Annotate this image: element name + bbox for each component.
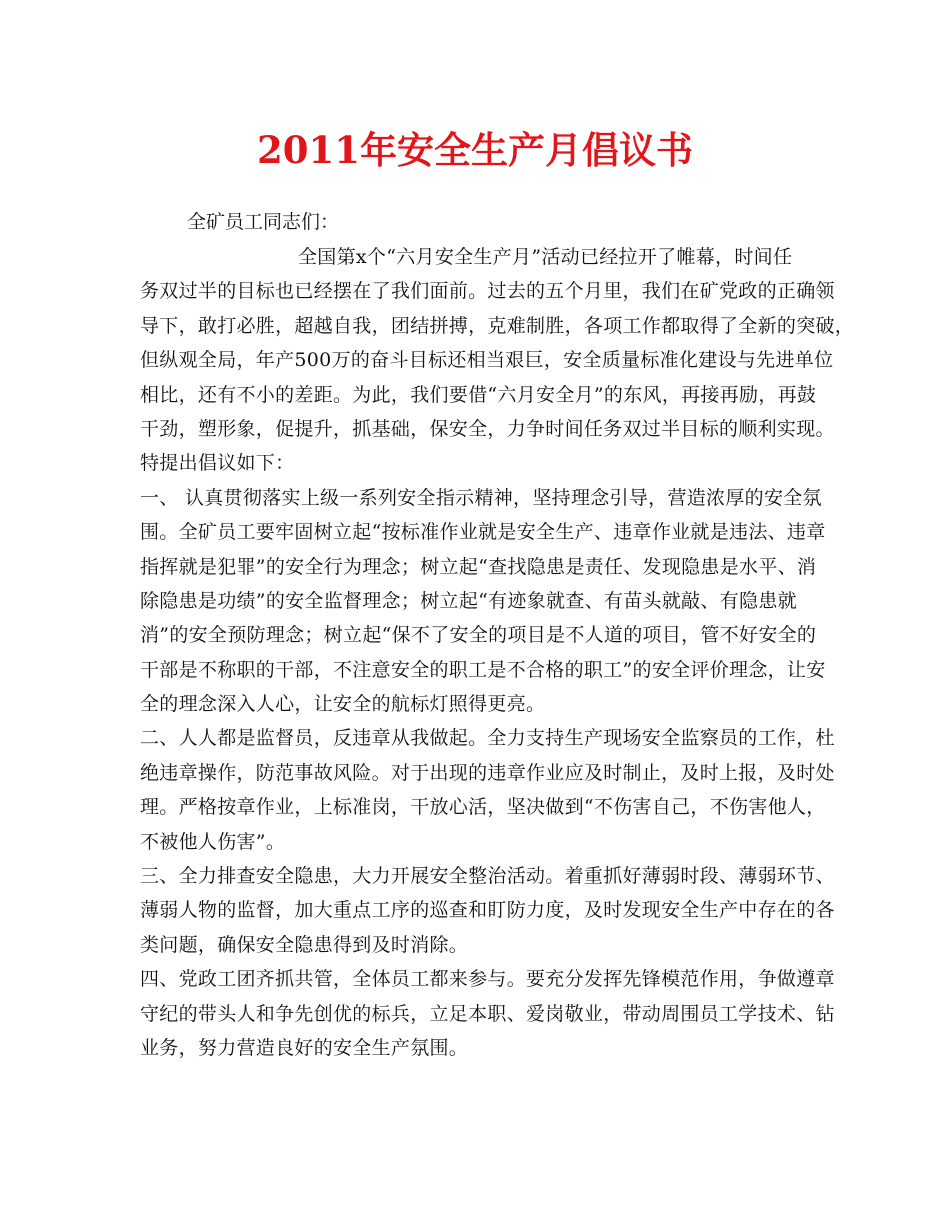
paragraph-line: 干部是不称职的干部，不注意安全的职工是不合格的职工”的安全评价理念，让安 — [140, 658, 826, 681]
salutation: 全矿员工同志们： — [187, 211, 340, 233]
paragraph-line: 指挥就是犯罪”的安全行为理念；树立起“查找隐患是责任、发现隐患是水平、消 — [140, 555, 817, 578]
paragraph-line: 理。严格按章作业，上标准岗，干放心活，坚决做到“不伤害自己，不伤害他人， — [140, 796, 826, 819]
paragraph-line: 薄弱人物的监督，加大重点工序的巡查和盯防力度，及时发现安全生产中存在的各 — [140, 899, 835, 922]
paragraph-line: 全国第x个“六月安全生产月”活动已经拉开了帷幕，时间任 — [298, 246, 793, 268]
paragraph-line: 类问题，确保安全隐患得到及时消除。 — [140, 933, 469, 956]
paragraph-line: 相比，还有不小的差距。为此，我们要借“六月安全月”的东风，再接再励，再鼓 — [140, 383, 817, 406]
paragraph-line: 二、人人都是监督员，反违章从我做起。全力支持生产现场安全监察员的工作，杜 — [140, 727, 835, 750]
paragraph-line: 除隐患是功绩”的安全监督理念；树立起“有迹象就查、有苗头就敲、有隐患就 — [140, 589, 797, 612]
paragraph-line: 特提出倡议如下： — [140, 452, 295, 475]
paragraph-line: 导下，敢打必胜，超越自我，团结拼搏，克难制胜，各项工作都取得了全新的突破， — [140, 314, 855, 337]
paragraph-line: 围。全矿员工要牢固树立起“按标准作业就是安全生产、违章作业就是违法、违章 — [140, 521, 826, 544]
paragraph-line: 但纵观全局，年产500万的奋斗目标还相当艰巨，安全质量标准化建设与先进单位 — [140, 349, 834, 372]
paragraph-line: 业务，努力营造良好的安全生产氛围。 — [140, 1036, 469, 1059]
paragraph-line: 消”的安全预防理念；树立起“保不了安全的项目是不人道的项目，管不好安全的 — [140, 624, 817, 647]
paragraph-line: 三、全力排查安全隐患，大力开展安全整治活动。着重抓好薄弱时段、薄弱环节、 — [140, 865, 835, 888]
paragraph-line: 干劲，塑形象，促提升，抓基础，保安全，力争时间任务双过半目标的顺利实现。 — [140, 417, 835, 440]
paragraph-line: 一、 认真贯彻落实上级一系列安全指示精神，坚持理念引导，营造浓厚的安全氛 — [140, 486, 822, 509]
document-body — [140, 240, 855, 1065]
paragraph-line: 绝违章操作，防范事故风险。对于出现的违章作业应及时制止，及时上报，及时处 — [140, 761, 835, 784]
paragraph-line: 全的理念深入人心，让安全的航标灯照得更亮。 — [140, 693, 546, 716]
paragraph-line: 务双过半的目标也已经摆在了我们面前。过去的五个月里，我们在矿党政的正确领 — [140, 280, 835, 303]
paragraph-line: 守纪的带头人和争先创优的标兵，立足本职、爱岗敬业，带动周围员工学技术、钻 — [140, 1002, 835, 1025]
paragraph-line: 不被他人伤害”。 — [140, 830, 286, 853]
paragraph-line: 四、党政工团齐抓共管，全体员工都来参与。要充分发挥先锋模范作用，争做遵章 — [140, 968, 835, 991]
document-title: 2011年安全生产月倡议书 — [257, 128, 693, 172]
